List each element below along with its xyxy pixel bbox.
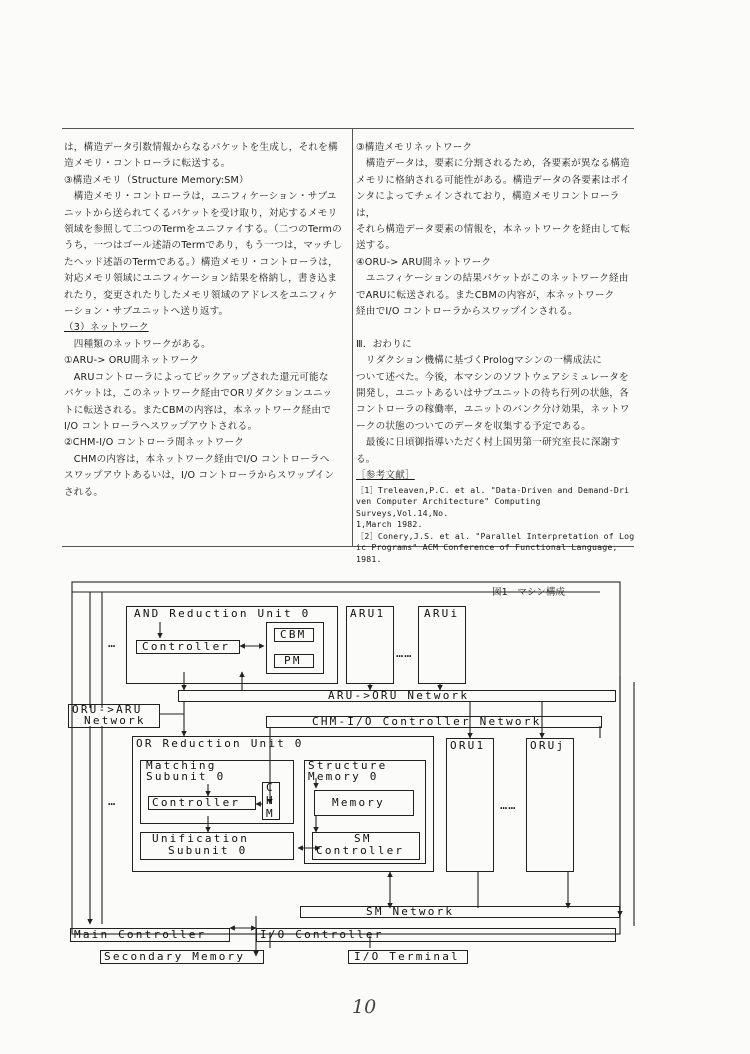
structure-label-1: Structure — [308, 759, 388, 772]
sm-network-bar — [300, 906, 620, 918]
aru-ellipsis: …… — [396, 646, 413, 660]
text-line: パケットは，このネットワーク経由でORリダクションユニッ — [64, 388, 333, 400]
sm-controller-label-1: SM — [354, 832, 372, 845]
text-line: I/O コントローラへスワップアウトされる。 — [64, 420, 258, 432]
secondary-memory-label: Secondary Memory — [104, 950, 246, 963]
text-line: CHMの内容は，本ネットワーク経由でI/O コントローラへ — [64, 453, 330, 465]
left-ellipsis-1: … — [108, 636, 117, 650]
text-line: ニットから送られてくるパケットを受け取り，対応するメモリ — [64, 207, 338, 219]
pm-label: PM — [284, 654, 302, 667]
spacer — [356, 320, 636, 336]
unification-label-2: Subunit 0 — [168, 844, 248, 857]
memory-label: Memory — [332, 796, 385, 809]
text-line: 最後に日頃御指導いただく村上国男第一研究室長に深謝する。 — [356, 437, 621, 465]
chm-c: C — [266, 781, 275, 794]
section-heading: Ⅲ．おわりに — [356, 338, 412, 350]
section-heading: （3）ネットワーク — [64, 322, 149, 334]
oru1-box — [446, 738, 494, 872]
reference-line: ［2］Conery,J.S. et al. "Parallel Interpretation of Log — [356, 530, 635, 541]
and-controller-label: Controller — [142, 640, 231, 653]
sm-network-label: SM Network — [366, 905, 455, 918]
text-line: ークの状態のついてのデータを収集する予定である。 — [356, 420, 592, 432]
text-line: 造メモリ・コントローラに転送する。 — [64, 158, 231, 170]
column-divider — [352, 128, 353, 546]
oru-ellipsis: …… — [500, 798, 517, 812]
figure-caption: 図1 マシン構成 — [492, 587, 566, 598]
text-line: 構造データは，要素に分割されるため，各要素が異なる構造 — [356, 158, 630, 170]
text-line: れたり，変更されたりしたメモリ領域のアドレスをユニフィケ — [64, 289, 338, 301]
matching-controller-label: Controller — [152, 796, 241, 809]
left-column — [64, 140, 348, 501]
reference-line: ic Programs" ACM Conference of Functional Language, 1981. — [356, 542, 618, 565]
main-controller-label: Main Controller — [74, 928, 207, 941]
reference-line: 1,March 1982. — [356, 519, 423, 530]
text-line: うち，一つはゴール述語のTermであり，もう一つは，マッチし — [64, 240, 343, 252]
section-heading: ④ORU-> ARU間ネットワーク — [356, 256, 492, 268]
io-terminal-label: I/O Terminal — [354, 950, 460, 963]
text-line: たヘッド述語のTermである。）構造メモリ・コントローラは， — [64, 256, 338, 268]
aru-oru-network-label: ARU->ORU Network — [328, 689, 470, 702]
section-heading: ②CHM-I/O コントローラ間ネットワーク — [64, 437, 245, 449]
arui-label: ARUi — [424, 607, 460, 620]
text-line: 四種類のネットワークがある。 — [64, 338, 211, 350]
text-line: 対応メモリ領域にユニフィケーション結果を格納し，書き込ま — [64, 273, 338, 285]
left-ellipsis-2: … — [108, 794, 117, 808]
and-unit-label: AND Reduction Unit 0 — [134, 607, 311, 620]
text-line: は，構造データ引数情報からなるパケットを生成し，それを構 — [64, 142, 338, 153]
chm-io-network-label: CHM-I/O Controller Network — [312, 715, 542, 728]
text-line: ついて述べた。今後，本マシンのソフトウェアシミュレータを — [356, 371, 629, 383]
matching-label-2: Subunit 0 — [146, 770, 226, 783]
or-unit-label: OR Reduction Unit 0 — [136, 737, 304, 750]
right-column — [356, 140, 636, 566]
section-heading: ①ARU-> ORU間ネットワーク — [64, 355, 200, 367]
oru-aru-network-label-1: ORU->ARU — [72, 703, 143, 716]
text-line: 送する。 — [356, 240, 396, 252]
io-controller-label: I/O Controller — [260, 928, 384, 941]
text-line: 領域を参照して二つのTermをユニファイする。（二つのTermの — [64, 224, 342, 236]
text-line: ARUコントローラによってピックアップされた還元可能な — [64, 371, 329, 383]
section-heading: ③構造メモリネットワーク — [356, 142, 473, 153]
machine-architecture-figure — [60, 576, 690, 976]
references-heading: ［参考文献］ — [356, 470, 415, 482]
top-rule — [62, 128, 634, 129]
oru1-label: ORU1 — [450, 739, 486, 752]
structure-label-2: Memory 0 — [308, 770, 379, 783]
sm-controller-label-2: Controller — [316, 844, 405, 857]
text-line: スワップアウトあるいは，I/O コントローラからスワップイン — [64, 470, 335, 482]
oruj-box — [526, 738, 574, 872]
reference-line: ［1］Treleaven,P.C. et al. "Data-Driven and Demand-Dri — [356, 484, 630, 495]
oru-aru-network-label-2: Network — [84, 714, 146, 727]
unification-label-1: Unification — [152, 832, 250, 845]
text-line: でARUに転送される。またCBMの内容が，本ネットワーク — [356, 289, 615, 301]
oruj-label: ORUj — [530, 739, 566, 752]
text-line: コントローラの稼働率，ユニットのバンク分け効果，ネットワ — [356, 404, 630, 416]
text-line: それら構造データ要素の情報を，本ネットワークを経由して転 — [356, 224, 631, 236]
text-line: ユニフィケーションの結果パケットがこのネットワーク経由 — [356, 273, 629, 285]
text-line: リダクション機構に基づくPrologマシンの一構成法に — [356, 355, 603, 367]
text-line: 経由でI/O コントローラからスワップインされる。 — [356, 306, 578, 318]
chm-h: H — [266, 794, 275, 807]
reference-line: ven Computer Architecture" Computing Surveys,Vol.14,No. — [356, 496, 541, 518]
text-line: 構造メモリ・コントローラは，ユニフィケーション・サブユ — [64, 191, 337, 203]
section-heading: ③構造メモリ（Structure Memory:SM） — [64, 174, 249, 186]
page-number: 10 — [352, 996, 377, 1018]
text-line: トに転送される。またCBMの内容は，本ネットワーク経由で — [64, 404, 332, 416]
text-line: ーション・サブユニットへ送り返す。 — [64, 306, 229, 318]
text-line: 開発し，ユニットあるいはサブユニットの待ち行列の状態，各 — [356, 388, 629, 400]
text-line: ンタによってチェインされており，構造メモリコントローラは， — [356, 191, 620, 219]
aru1-label: ARU1 — [350, 607, 386, 620]
cbm-label: CBM — [280, 628, 307, 641]
matching-label-1: Matching — [146, 759, 217, 772]
text-line: される。 — [64, 486, 104, 498]
chm-m: M — [266, 807, 275, 820]
text-line: メモリに格納される可能性がある。構造データの各要素はポイ — [356, 174, 631, 186]
